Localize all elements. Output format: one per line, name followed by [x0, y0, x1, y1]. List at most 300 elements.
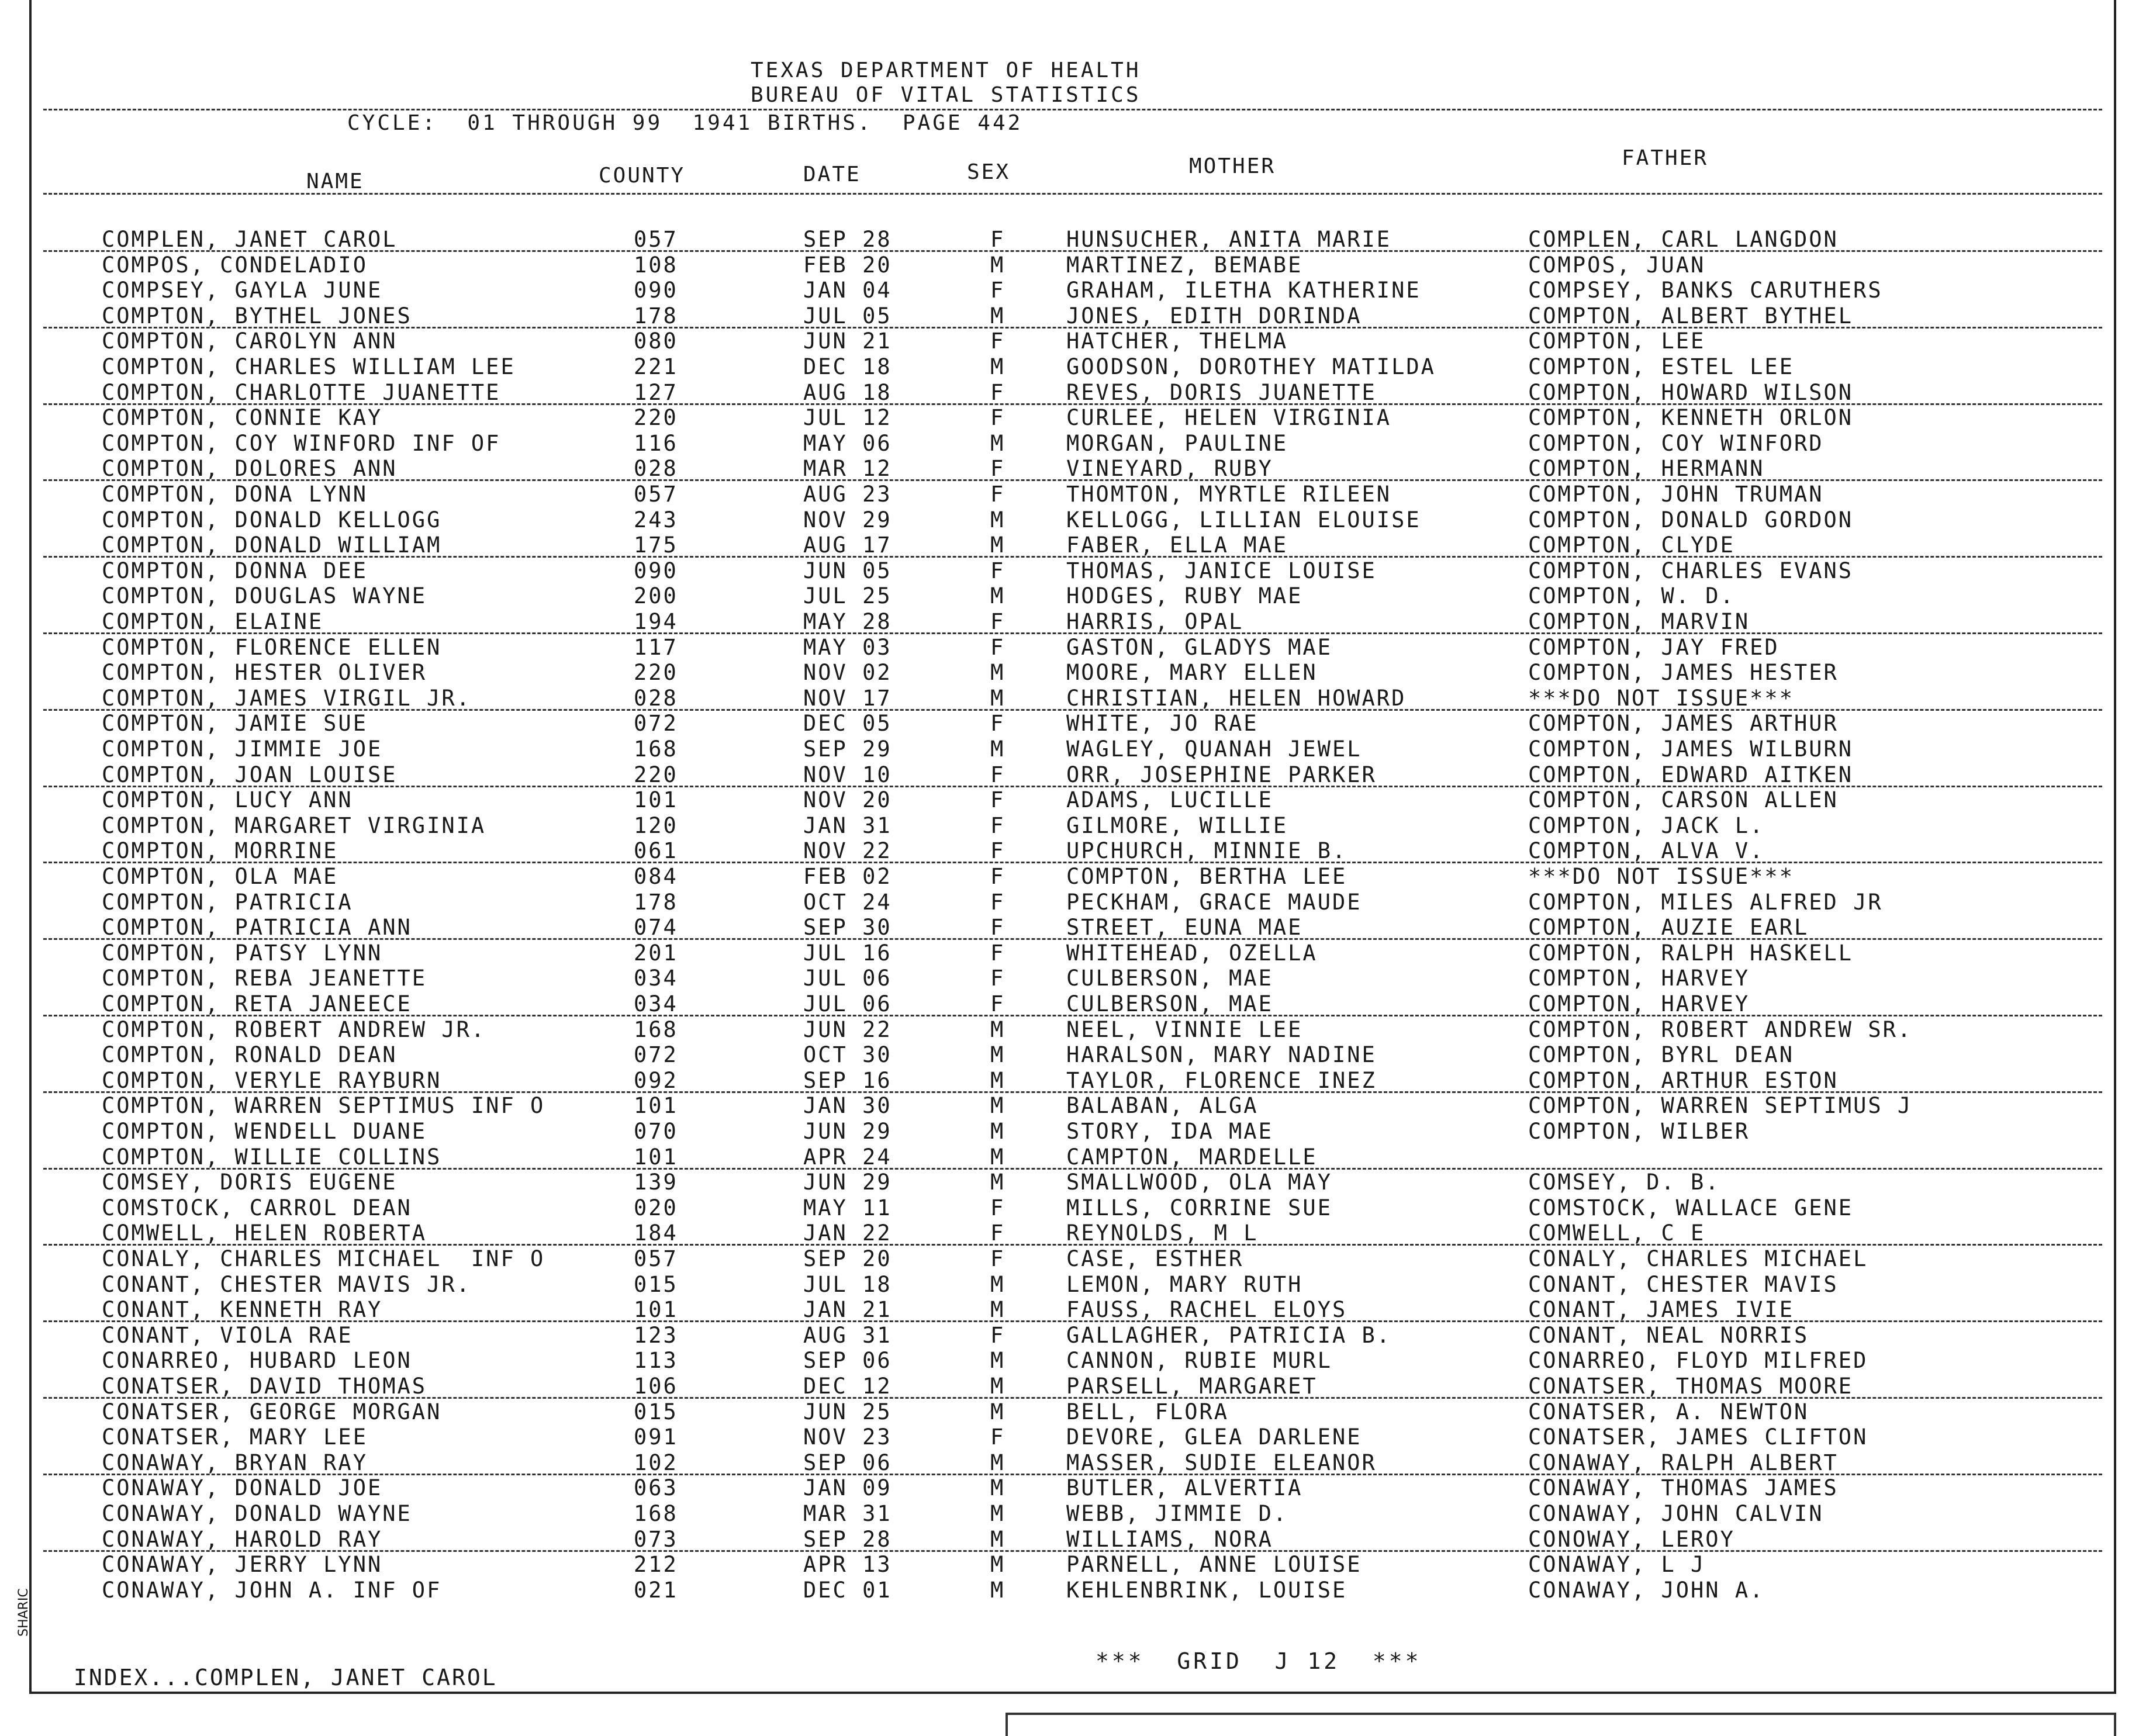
cell-date: NOV 23 — [803, 1424, 892, 1450]
cell-mother: WILLIAMS, NORA — [1066, 1526, 1273, 1552]
cell-father: COMPTON, MILES ALFRED JR — [1528, 889, 1883, 915]
cell-father: COMPTON, HERMANN — [1528, 456, 1765, 482]
cell-date: NOV 29 — [803, 507, 892, 532]
cell-county: 220 — [634, 762, 678, 787]
cell-sex: M — [990, 430, 1005, 456]
cell-sex: M — [990, 1093, 1005, 1119]
cell-county: 070 — [634, 1119, 678, 1144]
cell-father: COMPTON, ROBERT ANDREW SR. — [1528, 1016, 1913, 1042]
table-row — [32, 583, 2114, 609]
cell-sex: F — [990, 838, 1005, 864]
cell-county: 113 — [634, 1348, 678, 1374]
cell-county: 175 — [634, 532, 678, 558]
cell-name: COMPLEN, JANET CAROL — [102, 227, 398, 252]
cell-date: DEC 05 — [803, 711, 892, 736]
cell-mother: THOMAS, JANICE LOUISE — [1066, 558, 1377, 583]
table-row — [32, 1068, 2114, 1094]
table-row — [32, 1119, 2114, 1144]
cycle-line: CYCLE: 01 THROUGH 99 1941 BIRTHS. PAGE 442 — [347, 111, 1023, 135]
cell-name: COMPTON, DOLORES ANN — [102, 456, 398, 482]
cell-county: 057 — [634, 1246, 678, 1271]
side-tag: SHARIC — [16, 1588, 31, 1637]
bureau-title: BUREAU OF VITAL STATISTICS — [751, 83, 1141, 107]
cell-mother: HUNSUCHER, ANITA MARIE — [1066, 227, 1392, 252]
cell-name: CONAWAY, BRYAN RAY — [102, 1450, 368, 1475]
row-rule — [43, 250, 2102, 252]
cell-county: 243 — [634, 507, 678, 532]
cell-father: COMPTON, RALPH HASKELL — [1528, 940, 1854, 966]
cell-county: 090 — [634, 278, 678, 303]
grid-footer: *** GRID J 12 *** — [1096, 1648, 1422, 1674]
table-row — [32, 1374, 2114, 1399]
cell-date: OCT 24 — [803, 889, 892, 915]
cell-county: 101 — [634, 1297, 678, 1323]
row-rule — [43, 327, 2102, 328]
index-footer: INDEX...COMPLEN, JANET CAROL — [74, 1665, 497, 1690]
cell-sex: M — [990, 1399, 1005, 1424]
cell-sex: M — [990, 1297, 1005, 1323]
cell-name: CONATSER, GEORGE MORGAN — [102, 1399, 442, 1424]
column-header-name: NAME — [306, 170, 364, 193]
cell-sex: F — [990, 966, 1005, 991]
cell-county: 015 — [634, 1399, 678, 1424]
cell-mother: NEEL, VINNIE LEE — [1066, 1016, 1303, 1042]
cell-sex: M — [990, 252, 1005, 278]
cell-father: CONAWAY, L J — [1528, 1552, 1706, 1578]
cell-county: 034 — [634, 966, 678, 991]
cell-date: MAR 12 — [803, 456, 892, 482]
cell-mother: CHRISTIAN, HELEN HOWARD — [1066, 685, 1407, 711]
cell-mother: WAGLEY, QUANAH JEWEL — [1066, 736, 1362, 762]
cell-mother: FAUSS, RACHEL ELOYS — [1066, 1297, 1347, 1323]
cell-father: COMSEY, D. B. — [1528, 1170, 1720, 1195]
cell-name: COMPTON, ELAINE — [102, 609, 324, 634]
cell-date: SEP 20 — [803, 1246, 892, 1271]
cell-name: CONANT, KENNETH RAY — [102, 1297, 383, 1323]
cell-date: JAN 30 — [803, 1093, 892, 1119]
cell-sex: F — [990, 915, 1005, 940]
column-header-father: FATHER — [1622, 146, 1709, 170]
cell-name: COMPTON, WARREN SEPTIMUS INF O — [102, 1093, 545, 1119]
cell-name: COMPTON, MARGARET VIRGINIA — [102, 812, 486, 838]
cell-name: COMSEY, DORIS EUGENE — [102, 1170, 398, 1195]
row-rule — [43, 1244, 2102, 1246]
cell-county: 084 — [634, 864, 678, 889]
cell-sex: M — [990, 354, 1005, 379]
cell-sex: F — [990, 328, 1005, 354]
cell-mother: TAYLOR, FLORENCE INEZ — [1066, 1067, 1377, 1093]
cell-name: COMSTOCK, CARROL DEAN — [102, 1195, 412, 1220]
cell-sex: F — [990, 634, 1005, 660]
cell-mother: THOMTON, MYRTLE RILEEN — [1066, 482, 1392, 507]
cell-sex: F — [990, 889, 1005, 915]
cell-county: 101 — [634, 1144, 678, 1170]
cell-sex: F — [990, 711, 1005, 736]
table-row — [32, 1017, 2114, 1043]
cell-name: COMPTON, DONA LYNN — [102, 482, 368, 507]
cell-father: COMPTON, W. D. — [1528, 583, 1735, 609]
cell-father: COMPTON, WARREN SEPTIMUS J — [1528, 1093, 1913, 1119]
cell-sex: M — [990, 1271, 1005, 1297]
cell-mother: GOODSON, DOROTHEY MATILDA — [1066, 354, 1436, 379]
row-rule — [43, 938, 2102, 940]
cell-county: 102 — [634, 1450, 678, 1475]
table-row — [32, 1475, 2114, 1501]
cell-mother: COMPTON, BERTHA LEE — [1066, 864, 1347, 889]
cell-name: COMPTON, LUCY ANN — [102, 787, 353, 813]
table-row — [32, 940, 2114, 966]
cell-county: 061 — [634, 838, 678, 864]
cell-mother: JONES, EDITH DORINDA — [1066, 303, 1362, 328]
cell-father: ***DO NOT ISSUE*** — [1528, 685, 1794, 711]
cell-county: 127 — [634, 379, 678, 405]
cell-mother: CANNON, RUBIE MURL — [1066, 1348, 1332, 1374]
cell-name: COMPTON, JAMIE SUE — [102, 711, 368, 736]
cell-name: CONANT, CHESTER MAVIS JR. — [102, 1271, 471, 1297]
cell-county: 220 — [634, 405, 678, 431]
table-row — [32, 227, 2114, 253]
cell-date: AUG 31 — [803, 1322, 892, 1348]
cell-county: 168 — [634, 736, 678, 762]
row-rule — [43, 403, 2102, 405]
cell-county: 028 — [634, 685, 678, 711]
cell-county: 015 — [634, 1271, 678, 1297]
cell-date: JUL 18 — [803, 1271, 892, 1297]
cell-name: COMPTON, DONALD KELLOGG — [102, 507, 442, 532]
table-row — [32, 507, 2114, 533]
cell-mother: BELL, FLORA — [1066, 1399, 1229, 1424]
cell-mother: CASE, ESTHER — [1066, 1246, 1244, 1271]
cell-county: 139 — [634, 1170, 678, 1195]
cell-mother: PARSELL, MARGARET — [1066, 1374, 1318, 1399]
cell-mother: DEVORE, GLEA DARLENE — [1066, 1424, 1362, 1450]
cell-name: COMPTON, PATSY LYNN — [102, 940, 383, 966]
cell-date: SEP 06 — [803, 1450, 892, 1475]
row-rule — [43, 632, 2102, 634]
cell-name: COMPTON, PATRICIA ANN — [102, 915, 412, 940]
cell-father: COMPTON, WILBER — [1528, 1119, 1750, 1144]
cell-county: 123 — [634, 1322, 678, 1348]
cell-mother: KEHLENBRINK, LOUISE — [1066, 1577, 1347, 1603]
cell-name: CONAWAY, DONALD JOE — [102, 1475, 383, 1501]
cell-date: AUG 17 — [803, 532, 892, 558]
cell-father: COMPLEN, CARL LANGDON — [1528, 227, 1839, 252]
cell-county: 072 — [634, 711, 678, 736]
cell-father: COMPTON, AUZIE EARL — [1528, 915, 1809, 940]
cell-father: COMPTON, DONALD GORDON — [1528, 507, 1854, 532]
table-row — [32, 1450, 2114, 1476]
cell-county: 194 — [634, 609, 678, 634]
cell-name: CONATSER, MARY LEE — [102, 1424, 368, 1450]
cell-county: 092 — [634, 1067, 678, 1093]
table-row — [32, 482, 2114, 507]
cell-father: COMPTON, EDWARD AITKEN — [1528, 762, 1854, 787]
cell-name: COMPTON, FLORENCE ELLEN — [102, 634, 442, 660]
cell-mother: GASTON, GLADYS MAE — [1066, 634, 1332, 660]
cell-date: JUN 22 — [803, 1016, 892, 1042]
cell-county: 116 — [634, 430, 678, 456]
cell-mother: CULBERSON, MAE — [1066, 966, 1273, 991]
row-rule — [43, 1474, 2102, 1475]
cell-date: DEC 12 — [803, 1374, 892, 1399]
cell-county: 184 — [634, 1220, 678, 1246]
cell-mother: HARALSON, MARY NADINE — [1066, 1042, 1377, 1068]
cell-name: COMPTON, RONALD DEAN — [102, 1042, 398, 1068]
cell-date: NOV 02 — [803, 660, 892, 686]
cell-father: CONAWAY, RALPH ALBERT — [1528, 1450, 1839, 1475]
cell-date: JAN 04 — [803, 278, 892, 303]
cell-name: COMPTON, RETA JANEECE — [102, 991, 412, 1016]
cell-sex: F — [990, 227, 1005, 252]
cell-mother: BALABAN, ALGA — [1066, 1093, 1259, 1119]
cell-county: 057 — [634, 482, 678, 507]
cell-county: 108 — [634, 252, 678, 278]
cell-father: CONATSER, JAMES CLIFTON — [1528, 1424, 1868, 1450]
cell-name: CONANT, VIOLA RAE — [102, 1322, 353, 1348]
cell-date: SEP 28 — [803, 1526, 892, 1552]
cell-date: JUN 05 — [803, 558, 892, 583]
cell-mother: PECKHAM, GRACE MAUDE — [1066, 889, 1362, 915]
column-header-mother: MOTHER — [1189, 154, 1276, 178]
cell-county: 221 — [634, 354, 678, 379]
cell-name: COMPTON, REBA JEANETTE — [102, 966, 427, 991]
cell-date: APR 24 — [803, 1144, 892, 1170]
cell-date: JUL 12 — [803, 405, 892, 431]
cell-mother: REYNOLDS, M L — [1066, 1220, 1259, 1246]
cell-sex: M — [990, 1374, 1005, 1399]
cell-name: COMPTON, WENDELL DUANE — [102, 1119, 427, 1144]
cell-date: SEP 29 — [803, 736, 892, 762]
table-row — [32, 1170, 2114, 1195]
cell-sex: M — [990, 1067, 1005, 1093]
table-row — [32, 609, 2114, 635]
cell-father: CONOWAY, LEROY — [1528, 1526, 1735, 1552]
cell-county: 178 — [634, 303, 678, 328]
table-row — [32, 660, 2114, 686]
cell-name: CONAWAY, HAROLD RAY — [102, 1526, 383, 1552]
cell-mother: LEMON, MARY RUTH — [1066, 1271, 1303, 1297]
cell-date: JAN 09 — [803, 1475, 892, 1501]
cell-father: COMPTON, BYRL DEAN — [1528, 1042, 1794, 1068]
cell-name: COMPTON, VERYLE RAYBURN — [102, 1067, 442, 1093]
cell-sex: M — [990, 1144, 1005, 1170]
table-row — [32, 991, 2114, 1017]
cell-date: DEC 18 — [803, 354, 892, 379]
cell-sex: M — [990, 1016, 1005, 1042]
cell-sex: F — [990, 405, 1005, 431]
cell-mother: WHITEHEAD, OZELLA — [1066, 940, 1318, 966]
cell-date: JUL 06 — [803, 991, 892, 1016]
table-row — [32, 787, 2114, 813]
cell-county: 091 — [634, 1424, 678, 1450]
cell-county: 212 — [634, 1552, 678, 1578]
cell-date: FEB 20 — [803, 252, 892, 278]
cell-sex: F — [990, 762, 1005, 787]
cell-sex: F — [990, 1322, 1005, 1348]
table-row — [32, 635, 2114, 660]
row-rule — [43, 556, 2102, 558]
cell-mother: GILMORE, WILLIE — [1066, 812, 1288, 838]
column-header-county: COUNTY — [599, 164, 686, 188]
cell-sex: M — [990, 1450, 1005, 1475]
row-rule — [43, 862, 2102, 863]
bottom-frame — [1005, 1713, 2116, 1736]
cell-mother: STREET, EUNA MAE — [1066, 915, 1303, 940]
cell-county: 028 — [634, 456, 678, 482]
cell-date: SEP 16 — [803, 1067, 892, 1093]
cell-date: NOV 22 — [803, 838, 892, 864]
cell-sex: F — [990, 379, 1005, 405]
cell-father: COMPTON, KENNETH ORLON — [1528, 405, 1854, 431]
table-row — [32, 864, 2114, 890]
cell-name: CONAWAY, JOHN A. INF OF — [102, 1577, 442, 1603]
cell-sex: M — [990, 1475, 1005, 1501]
cell-mother: UPCHURCH, MINNIE B. — [1066, 838, 1347, 864]
cell-father: CONAWAY, JOHN CALVIN — [1528, 1501, 1824, 1526]
table-row — [32, 405, 2114, 431]
index-sheet — [29, 0, 2116, 1694]
cell-sex: F — [990, 278, 1005, 303]
cell-sex: M — [990, 1577, 1005, 1603]
cell-name: COMPTON, HESTER OLIVER — [102, 660, 427, 686]
cell-sex: M — [990, 583, 1005, 609]
cell-mother: WEBB, JIMMIE D. — [1066, 1501, 1288, 1526]
cell-name: COMPTON, COY WINFORD INF OF — [102, 430, 501, 456]
cell-date: NOV 17 — [803, 685, 892, 711]
cell-father: COMPTON, ESTEL LEE — [1528, 354, 1794, 379]
cell-county: 057 — [634, 227, 678, 252]
table-row — [32, 1552, 2114, 1578]
cell-sex: F — [990, 1220, 1005, 1246]
cell-name: COMPOS, CONDELADIO — [102, 252, 368, 278]
cell-sex: M — [990, 660, 1005, 686]
table-row — [32, 1323, 2114, 1348]
cell-sex: M — [990, 1119, 1005, 1144]
cell-mother: GRAHAM, ILETHA KATHERINE — [1066, 278, 1421, 303]
cell-county: 220 — [634, 660, 678, 686]
cell-name: COMPTON, MORRINE — [102, 838, 338, 864]
table-row — [32, 711, 2114, 736]
cell-name: COMPTON, CHARLOTTE JUANETTE — [102, 379, 501, 405]
cell-sex: F — [990, 864, 1005, 889]
cell-county: 074 — [634, 915, 678, 940]
cell-father: CONATSER, THOMAS MOORE — [1528, 1374, 1854, 1399]
cell-sex: F — [990, 1424, 1005, 1450]
cell-father: COMPTON, MARVIN — [1528, 609, 1750, 634]
cell-mother: HARRIS, OPAL — [1066, 609, 1244, 634]
cell-date: SEP 28 — [803, 227, 892, 252]
cell-father: CONANT, NEAL NORRIS — [1528, 1322, 1809, 1348]
table-row — [32, 1578, 2114, 1603]
row-rule — [43, 1397, 2102, 1399]
cell-sex: F — [990, 1246, 1005, 1271]
cell-date: JUL 25 — [803, 583, 892, 609]
cell-sex: F — [990, 482, 1005, 507]
cell-county: 120 — [634, 812, 678, 838]
cell-father: ***DO NOT ISSUE*** — [1528, 864, 1794, 889]
table-row — [32, 1220, 2114, 1246]
cell-father: COMPTON, HARVEY — [1528, 966, 1750, 991]
cell-sex: F — [990, 609, 1005, 634]
cell-sex: M — [990, 1552, 1005, 1578]
cell-name: COMPTON, CAROLYN ANN — [102, 328, 398, 354]
row-rule — [43, 1091, 2102, 1093]
table-row — [32, 380, 2114, 406]
cell-mother: MASSER, SUDIE ELEANOR — [1066, 1450, 1377, 1475]
cell-father: CONAWAY, JOHN A. — [1528, 1577, 1765, 1603]
cell-name: COMPTON, PATRICIA — [102, 889, 353, 915]
cell-mother: ORR, JOSEPHINE PARKER — [1066, 762, 1377, 787]
cell-father: CONAWAY, THOMAS JAMES — [1528, 1475, 1839, 1501]
cell-county: 201 — [634, 940, 678, 966]
cell-date: SEP 30 — [803, 915, 892, 940]
cell-date: NOV 20 — [803, 787, 892, 813]
table-row — [32, 354, 2114, 380]
cell-date: JUN 21 — [803, 328, 892, 354]
row-rule — [43, 786, 2102, 787]
cell-county: 117 — [634, 634, 678, 660]
table-row — [32, 303, 2114, 329]
cell-sex: M — [990, 1348, 1005, 1374]
cell-mother: MARTINEZ, BEMABE — [1066, 252, 1303, 278]
table-row — [32, 328, 2114, 354]
cell-county: 063 — [634, 1475, 678, 1501]
row-rule — [43, 709, 2102, 711]
table-row — [32, 253, 2114, 278]
cell-date: FEB 02 — [803, 864, 892, 889]
cell-father: COMPTON, LEE — [1528, 328, 1706, 354]
cell-mother: GALLAGHER, PATRICIA B. — [1066, 1322, 1392, 1348]
cell-father: COMPTON, COY WINFORD — [1528, 430, 1824, 456]
row-rule — [43, 1550, 2102, 1552]
cell-date: NOV 10 — [803, 762, 892, 787]
cell-name: CONAWAY, JERRY LYNN — [102, 1552, 383, 1578]
table-row — [32, 1348, 2114, 1374]
cell-date: JUN 29 — [803, 1170, 892, 1195]
table-row — [32, 686, 2114, 711]
table-row — [32, 1399, 2114, 1425]
record-table — [32, 0, 2114, 1692]
cell-mother: CULBERSON, MAE — [1066, 991, 1273, 1016]
cell-date: SEP 06 — [803, 1348, 892, 1374]
cell-name: CONAWAY, DONALD WAYNE — [102, 1501, 412, 1526]
table-row — [32, 838, 2114, 864]
cell-sex: F — [990, 558, 1005, 583]
cell-name: CONATSER, DAVID THOMAS — [102, 1374, 427, 1399]
cell-mother: MILLS, CORRINE SUE — [1066, 1195, 1332, 1220]
cell-name: CONALY, CHARLES MICHAEL INF O — [102, 1246, 545, 1271]
cell-sex: F — [990, 787, 1005, 813]
table-row — [32, 813, 2114, 839]
cell-county: 106 — [634, 1374, 678, 1399]
cell-county: 101 — [634, 1093, 678, 1119]
cell-date: JAN 22 — [803, 1220, 892, 1246]
cell-date: JAN 31 — [803, 812, 892, 838]
cell-county: 168 — [634, 1501, 678, 1526]
cell-date: JUL 06 — [803, 966, 892, 991]
cell-county: 021 — [634, 1577, 678, 1603]
cell-mother: MOORE, MARY ELLEN — [1066, 660, 1318, 686]
table-row — [32, 1144, 2114, 1170]
table-row — [32, 532, 2114, 558]
cell-father: COMPTON, JAMES WILBURN — [1528, 736, 1854, 762]
cell-sex: F — [990, 456, 1005, 482]
cell-father: COMPSEY, BANKS CARUTHERS — [1528, 278, 1883, 303]
cell-mother: CURLEE, HELEN VIRGINIA — [1066, 405, 1392, 431]
cell-mother: HATCHER, THELMA — [1066, 328, 1288, 354]
cell-county: 101 — [634, 787, 678, 813]
cell-mother: SMALLWOOD, OLA MAY — [1066, 1170, 1332, 1195]
